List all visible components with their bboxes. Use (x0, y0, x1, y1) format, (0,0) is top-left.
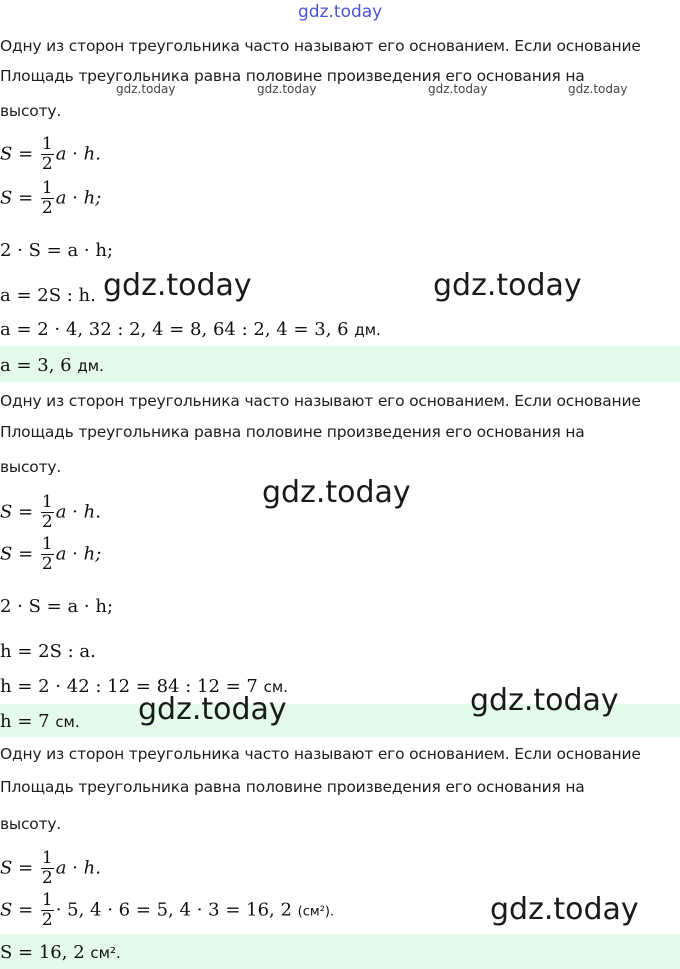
answer-unit: дм. (77, 357, 104, 375)
answer-expr: h = 7 (0, 711, 50, 732)
formula-lhs: S (0, 857, 13, 879)
fraction-num: 1 (41, 134, 53, 154)
formula-double-area: 2 · S = a · h; (0, 240, 114, 261)
rule-text: Площадь треугольника равна половине произведения его основания на (0, 67, 585, 85)
watermark: gdz.today (433, 268, 582, 303)
fraction-den: 2 (41, 868, 53, 888)
fraction-num: 1 (41, 534, 53, 554)
watermark: gdz.today (257, 82, 317, 96)
fraction-half (41, 892, 54, 929)
intro-text: Одну из сторон треугольника часто называют его основанием. Если основание (0, 745, 641, 763)
calculation-unit: см. (263, 678, 288, 696)
rule-text-cont: высоту. (0, 458, 62, 476)
watermark: gdz.today (138, 692, 287, 727)
fraction-num: 1 (41, 492, 53, 512)
formula-tail: a · h. (55, 501, 101, 523)
watermark: gdz.today (568, 82, 628, 96)
fraction-den: 2 (41, 154, 53, 174)
formula-lhs: S (0, 899, 13, 921)
watermark-top: gdz.today (298, 2, 383, 22)
fraction-den: 2 (41, 910, 53, 930)
rule-text: Площадь треугольника равна половине произведения его основания на (0, 778, 585, 796)
rule-text-cont: высоту. (0, 102, 62, 120)
fraction-num: 1 (41, 848, 53, 868)
formula-lhs: S (0, 187, 13, 209)
fraction-den: 2 (41, 198, 53, 218)
fraction-half (41, 494, 54, 531)
calculation-unit: (см²). (297, 904, 335, 920)
formula-lhs: S (0, 143, 13, 165)
watermark: gdz.today (490, 892, 639, 927)
watermark: gdz.today (470, 683, 619, 718)
formula-area: S = $\frac{1}{2}$ a · h. (0, 134, 101, 174)
calculation (0, 319, 381, 340)
fraction-den: 2 (41, 554, 53, 574)
rule-text-cont: высоту. (0, 815, 62, 833)
watermark: gdz.today (428, 82, 488, 96)
formula-solve-h: h = 2S : a. (0, 641, 96, 662)
formula-area-repeat: S = $\frac{1}{2}$ a · h; (0, 534, 102, 574)
fraction-half (41, 180, 54, 217)
formula-lhs: S (0, 543, 13, 565)
fraction-half (41, 850, 54, 887)
fraction-num: 1 (41, 890, 53, 910)
calculation-expr: h = 2 · 42 : 12 = 84 : 12 = 7 (0, 676, 258, 697)
formula-double-area: 2 · S = a · h; (0, 596, 114, 617)
watermark: gdz.today (116, 82, 176, 96)
formula-calc: · 5, 4 · 6 = 5, 4 · 3 = 16, 2 (55, 899, 292, 921)
fraction-half (41, 536, 54, 573)
answer-unit: см. (55, 713, 80, 731)
answer-expr: a = 3, 6 (0, 355, 72, 376)
intro-text: Одну из сторон треугольника часто называют его основанием. Если основание (0, 392, 641, 410)
formula-area-repeat: S = $\frac{1}{2}$ a · h; (0, 178, 102, 218)
formula-tail: a · h. (55, 143, 101, 165)
answer-expr: S = 16, 2 (0, 942, 85, 963)
watermark: gdz.today (262, 475, 411, 510)
intro-text: Одну из сторон треугольника часто называют его основанием. Если основание (0, 37, 641, 55)
formula-tail: a · h; (55, 543, 102, 565)
formula-solve-a: a = 2S : h. (0, 285, 96, 306)
formula-area: S = $\frac{1}{2}$ a · h. (0, 848, 101, 888)
answer (0, 942, 121, 963)
formula-lhs: S (0, 501, 13, 523)
fraction-den: 2 (41, 512, 53, 532)
formula-tail: a · h. (55, 857, 101, 879)
rule-text: Площадь треугольника равна половине произведения его основания на (0, 423, 585, 441)
answer (0, 355, 104, 376)
fraction-half (41, 136, 54, 173)
fraction-num: 1 (41, 178, 53, 198)
calculation-expr: a = 2 · 4, 32 : 2, 4 = 8, 64 : 2, 4 = 3, 6 (0, 319, 349, 340)
formula-area-calc: S = $\frac{1}{2}$ · 5, 4 · 6 = 5, 4 · 3 = 16, 2 (см²). (0, 890, 335, 930)
formula-tail: a · h; (55, 187, 102, 209)
watermark: gdz.today (103, 268, 252, 303)
answer (0, 711, 80, 732)
calculation-unit: дм. (354, 321, 381, 339)
formula-area: S = $\frac{1}{2}$ a · h. (0, 492, 101, 532)
answer-unit: см². (90, 944, 121, 962)
